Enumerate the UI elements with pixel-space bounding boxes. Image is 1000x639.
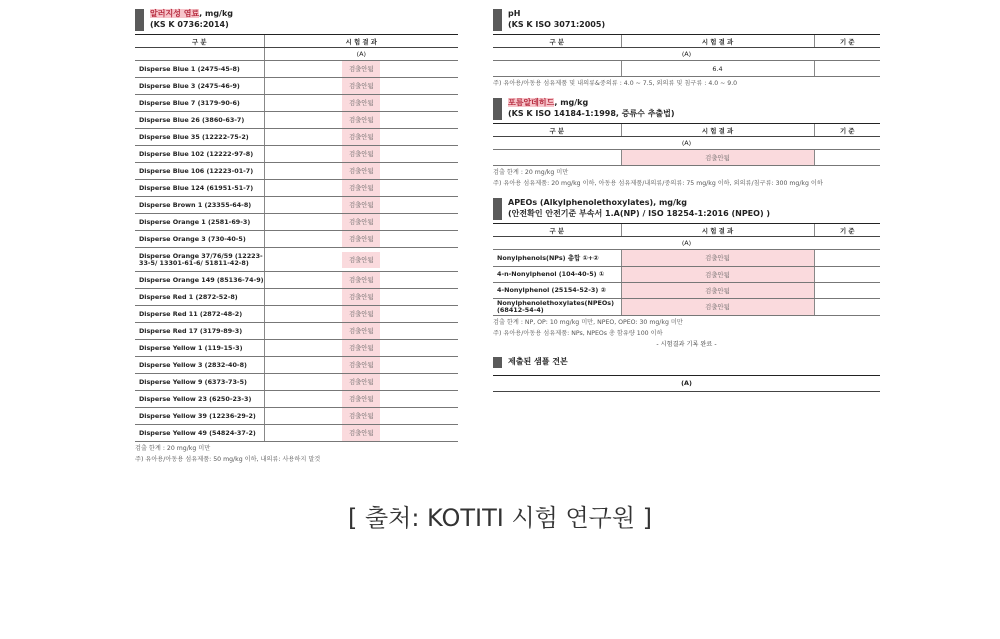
result-highlight: 검출안됨	[342, 231, 380, 247]
formaldehyde-section	[493, 97, 880, 188]
col-header: 시 험 결 과	[621, 124, 814, 137]
subheader-cell: (A)	[493, 48, 880, 61]
source-caption: [ 출처: KOTITI 시험 연구원 ]	[347, 504, 653, 532]
sample-label: (A)	[493, 375, 880, 391]
dye-result	[264, 306, 458, 323]
table-row	[135, 374, 458, 391]
table-row	[135, 391, 458, 408]
dye-name: Disperse Blue 102 (12222-97-8)	[135, 146, 264, 163]
dye-result	[264, 112, 458, 129]
sample-table	[493, 375, 880, 392]
section-marker	[493, 198, 502, 220]
dye-result	[264, 272, 458, 289]
detection-limit-note: 검출 한계 : NP, OP: 10 mg/kg 미만, NPEO, OPEO: 30 mg/kg 미만	[493, 318, 683, 326]
table-cell	[814, 250, 880, 266]
section-standard: (KS K 0736:2014)	[150, 20, 229, 29]
dye-result	[264, 323, 458, 340]
dye-name: Disperse Yellow 39 (12236-29-2)	[135, 408, 264, 425]
section-title: 알러지성 염료, mg/kg	[150, 9, 234, 18]
dye-result	[264, 163, 458, 180]
compound-name: Nonylphenolethoxylates(NPEOs) (68412-54-4)	[493, 298, 621, 315]
table-row	[135, 197, 458, 214]
footnote: 주) 유아용 섬유제품: 20 mg/kg 이하, 아동용 섬유제품/내의류/중의류: 75 mg/kg 이하, 외의류/침구류: 300 mg/kg 이하	[493, 180, 823, 188]
end-of-results-note: - 시험결과 기록 완료 -	[656, 340, 717, 348]
table-cell	[814, 266, 880, 282]
footnote: 주) 유아용/아동용 섬유제품: NPs, NPEOs 총 함유량 100 이하	[493, 329, 663, 337]
result-highlight: 검출안됨	[342, 163, 380, 179]
result-highlight: 검출안됨	[342, 146, 380, 162]
section-marker	[493, 357, 502, 368]
table-cell	[814, 61, 880, 77]
section-header	[493, 97, 880, 119]
table-row	[135, 129, 458, 146]
dye-name: Disperse Blue 35 (12222-75-2)	[135, 129, 264, 146]
dye-name: Disperse Orange 37/76/59 (12223-33-5/ 13301-61-6/ 51811-42-8)	[135, 248, 264, 272]
result-highlight: 검출안됨	[342, 112, 380, 128]
compound-name: Nonylphenols(NPs) 총합 ①+②	[493, 250, 621, 266]
result-highlight: 검출안됨	[342, 425, 380, 441]
dye-result	[264, 248, 458, 272]
result-highlight: 검출안됨	[342, 252, 380, 268]
result-highlight: 검출안됨	[342, 129, 380, 145]
table-cell	[493, 61, 621, 77]
dye-name: Disperse Blue 106 (12223-01-7)	[135, 163, 264, 180]
section-title: 포름알데히드, mg/kg	[508, 98, 589, 108]
dye-name: Disperse Blue 1 (2475-45-8)	[135, 61, 264, 78]
result-highlight: 검출안됨	[342, 374, 380, 390]
dye-name: Disperse Red 1 (2872-52-8)	[135, 289, 264, 306]
allergenic-dye-table	[135, 34, 458, 442]
section-standard: (KS K ISO 3071:2005)	[508, 20, 606, 29]
compound-result: 검출안됨	[621, 282, 814, 298]
section-marker	[493, 98, 502, 120]
section-header	[135, 8, 458, 30]
dye-result	[264, 231, 458, 248]
footnote: 주) 유아용/아동용 섬유제품: 50 mg/kg 이하, 내의류: 사용하지 말것	[135, 456, 321, 463]
dye-result	[264, 391, 458, 408]
table-row	[135, 61, 458, 78]
compound-name: 4-n-Nonylphenol (104-40-5) ①	[493, 266, 621, 282]
dye-result	[264, 180, 458, 197]
table-row	[493, 250, 880, 266]
table-row	[135, 163, 458, 180]
table-row	[135, 231, 458, 248]
table-row	[135, 95, 458, 112]
result-highlight: 검출안됨	[342, 197, 380, 213]
subheader-cell: (A)	[493, 137, 880, 150]
table-row	[135, 214, 458, 231]
col-header: 기 준	[814, 224, 880, 237]
apeo-section	[493, 197, 880, 349]
result-highlight: 검출안됨	[342, 391, 380, 407]
dye-name: Disperse Orange 3 (730-40-5)	[135, 231, 264, 248]
col-header: 시 험 결 과	[621, 224, 814, 237]
dye-result	[264, 289, 458, 306]
ph-table	[493, 34, 880, 77]
dye-name: Disperse Blue 124 (61951-51-7)	[135, 180, 264, 197]
table-row	[135, 289, 458, 306]
compound-result: 검출안됨	[621, 298, 814, 315]
dye-name: Disperse Yellow 9 (6373-73-5)	[135, 374, 264, 391]
section-title: pH	[508, 9, 521, 18]
subheader-cell: (A)	[493, 237, 880, 250]
ph-value: 6.4	[621, 61, 814, 77]
section-header	[493, 197, 880, 219]
dye-result	[264, 425, 458, 442]
formaldehyde-table	[493, 123, 880, 166]
result-highlight: 검출안됨	[342, 306, 380, 322]
table-row	[493, 298, 880, 315]
dye-result	[264, 129, 458, 146]
dye-result	[264, 340, 458, 357]
allergenic-dye-section	[135, 8, 458, 464]
result-highlight: 검출안됨	[342, 95, 380, 111]
dye-result	[264, 61, 458, 78]
dye-name: Disperse Yellow 49 (54824-37-2)	[135, 425, 264, 442]
table-cell	[814, 282, 880, 298]
compound-name: 4-Nonylphenol (25154-52-3) ②	[493, 282, 621, 298]
table-row	[135, 340, 458, 357]
dye-result	[264, 95, 458, 112]
formaldehyde-result: 검출안됨	[621, 150, 814, 166]
section-title: APEOs (Alkylphenolethoxylates), mg/kg	[508, 198, 687, 208]
table-row	[135, 180, 458, 197]
table-cell	[493, 150, 621, 166]
result-highlight: 검출안됨	[342, 78, 380, 94]
col-header: 구 분	[493, 124, 621, 137]
result-highlight: 검출안됨	[342, 61, 380, 77]
table-row	[135, 425, 458, 442]
dye-name: Disperse Blue 26 (3860-63-7)	[135, 112, 264, 129]
result-highlight: 검출안됨	[342, 340, 380, 356]
section-marker	[493, 9, 502, 31]
col-header: 기 준	[814, 124, 880, 137]
table-row	[493, 266, 880, 282]
sample-section	[493, 356, 880, 392]
ph-section	[493, 8, 880, 88]
dye-name: Disperse Orange 149 (85136-74-9)	[135, 272, 264, 289]
col-header: 시 험 결 과	[621, 35, 814, 48]
result-highlight: 검출안됨	[342, 408, 380, 424]
result-highlight: 검출안됨	[342, 272, 380, 288]
table-row	[135, 357, 458, 374]
dye-result	[264, 214, 458, 231]
table-row	[135, 78, 458, 95]
dye-result	[264, 197, 458, 214]
result-highlight: 검출안됨	[342, 214, 380, 230]
table-row	[135, 248, 458, 272]
subheader-cell: (A)	[264, 48, 458, 61]
detection-limit-note: 검출 한계 : 20 mg/kg 미만	[135, 445, 211, 452]
dye-result	[264, 408, 458, 425]
col-header: 기 준	[814, 35, 880, 48]
dye-name: Disperse Red 17 (3179-89-3)	[135, 323, 264, 340]
result-highlight: 검출안됨	[342, 289, 380, 305]
dye-name: Disperse Blue 3 (2475-46-9)	[135, 78, 264, 95]
table-cell	[814, 298, 880, 315]
col-header: 구 분	[135, 35, 264, 48]
result-highlight: 검출안됨	[342, 357, 380, 373]
section-standard: (KS K ISO 14184-1:1998, 증류수 추출법)	[508, 109, 675, 119]
table-row	[135, 272, 458, 289]
dye-name: Disperse Orange 1 (2581-69-3)	[135, 214, 264, 231]
section-header	[493, 356, 880, 367]
table-row	[135, 112, 458, 129]
footnote: 주) 유아용/아동용 섬유제품 및 내의류&중의류 : 4.0 ~ 7.5, 외의류 및 침구류 : 4.0 ~ 9.0	[493, 80, 738, 88]
compound-result: 검출안됨	[621, 250, 814, 266]
compound-result: 검출안됨	[621, 266, 814, 282]
dye-result	[264, 78, 458, 95]
section-header	[493, 8, 880, 30]
detection-limit-note: 검출 한계 : 20 mg/kg 미만	[493, 169, 569, 177]
table-row	[135, 408, 458, 425]
right-panel	[493, 8, 880, 401]
section-marker	[135, 9, 144, 31]
table-row	[135, 323, 458, 340]
section-title: 제출된 샘플 견본	[508, 356, 568, 366]
table-row	[135, 146, 458, 163]
apeo-table	[493, 223, 880, 316]
dye-result	[264, 374, 458, 391]
section-standard: (안전확인 안전기준 부속서 1.A(NP) / ISO 18254-1:2016 (NPEO) )	[508, 209, 771, 219]
dye-name: Disperse Yellow 23 (6250-23-3)	[135, 391, 264, 408]
dye-name: Disperse Yellow 3 (2832-40-8)	[135, 357, 264, 374]
dye-result	[264, 357, 458, 374]
col-header: 구 분	[493, 224, 621, 237]
result-highlight: 검출안됨	[342, 180, 380, 196]
dye-result	[264, 146, 458, 163]
result-highlight: 검출안됨	[342, 323, 380, 339]
table-row	[493, 282, 880, 298]
dye-name: Disperse Brown 1 (23355-64-8)	[135, 197, 264, 214]
dye-name: Disperse Red 11 (2872-48-2)	[135, 306, 264, 323]
col-header: 시 험 결 과	[264, 35, 458, 48]
dye-name: Disperse Yellow 1 (119-15-3)	[135, 340, 264, 357]
col-header: 구 분	[493, 35, 621, 48]
table-cell	[814, 150, 880, 166]
table-row	[135, 306, 458, 323]
subheader-cell	[135, 48, 264, 61]
dye-name: Disperse Blue 7 (3179-90-6)	[135, 95, 264, 112]
